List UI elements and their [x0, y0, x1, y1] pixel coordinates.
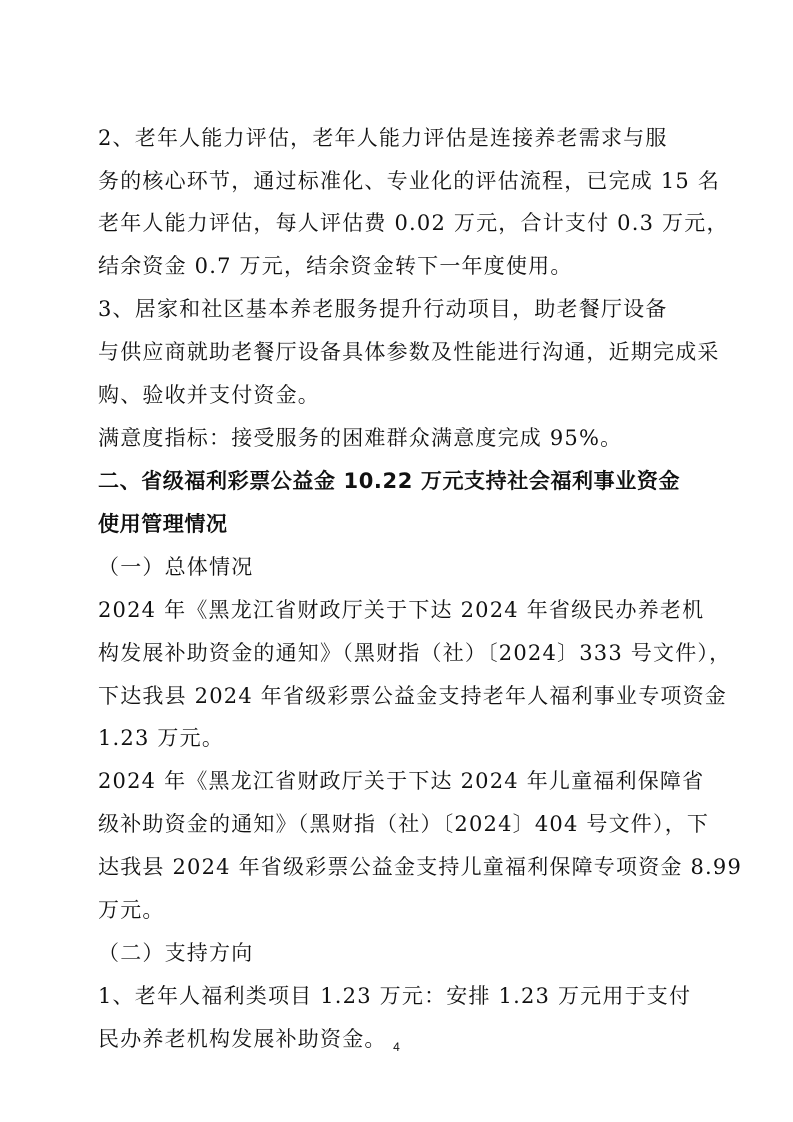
paragraph-line: 1、老年人福利类项目 1.23 万元：安排 1.23 万元用于支付 [98, 984, 692, 1008]
section-heading-line: 二、省级福利彩票公益金 10.22 万元支持社会福利事业资金 [98, 469, 681, 493]
paragraph-line: 老年人能力评估，每人评估费 0.02 万元，合计支付 0.3 万元， [98, 211, 729, 235]
paragraph-line: 务的核心环节，通过标准化、专业化的评估流程，已完成 15 名 [98, 169, 721, 193]
paragraph-line: 民办养老机构发展补助资金。 [98, 1027, 387, 1051]
paragraph-line: 达我县 2024 年省级彩票公益金支持儿童福利保障专项资金 8.99 [98, 855, 743, 879]
paragraph-line: 万元。 [98, 898, 165, 922]
paragraph-line: 2024 年《黑龙江省财政厅关于下达 2024 年省级民办养老机 [98, 598, 705, 622]
paragraph-line: 下达我县 2024 年省级彩票公益金支持老年人福利事业专项资金 [98, 684, 727, 708]
paragraph-line: 2024 年《黑龙江省财政厅关于下达 2024 年儿童福利保障省 [98, 769, 705, 793]
paragraph-line: 结余资金 0.7 万元，结余资金转下一年度使用。 [98, 254, 573, 278]
paragraph-line: 构发展补助资金的通知》（黑财指（社）〔2024〕333 号文件）， [98, 641, 732, 665]
paragraph-line: 3、居家和社区基本养老服务提升行动项目，助老餐厅设备 [98, 297, 668, 321]
paragraph-line: 与供应商就助老餐厅设备具体参数及性能进行沟通，近期完成采 [98, 340, 720, 364]
paragraph-line: 购、验收并支付资金。 [98, 383, 320, 407]
subsection-heading: （二）支持方向 [98, 941, 254, 965]
subsection-heading: （一）总体情况 [98, 555, 254, 579]
paragraph-line: 满意度指标：接受服务的困难群众满意度完成 95%。 [98, 426, 623, 450]
paragraph-line: 级补助资金的通知》（黑财指（社）〔2024〕404 号文件），下 [98, 812, 710, 836]
page-number: 4 [393, 1040, 400, 1054]
paragraph-line: 2、老年人能力评估，老年人能力评估是连接养老需求与服 [98, 126, 668, 150]
section-heading-line: 使用管理情况 [98, 512, 228, 536]
paragraph-line: 1.23 万元。 [98, 726, 225, 750]
